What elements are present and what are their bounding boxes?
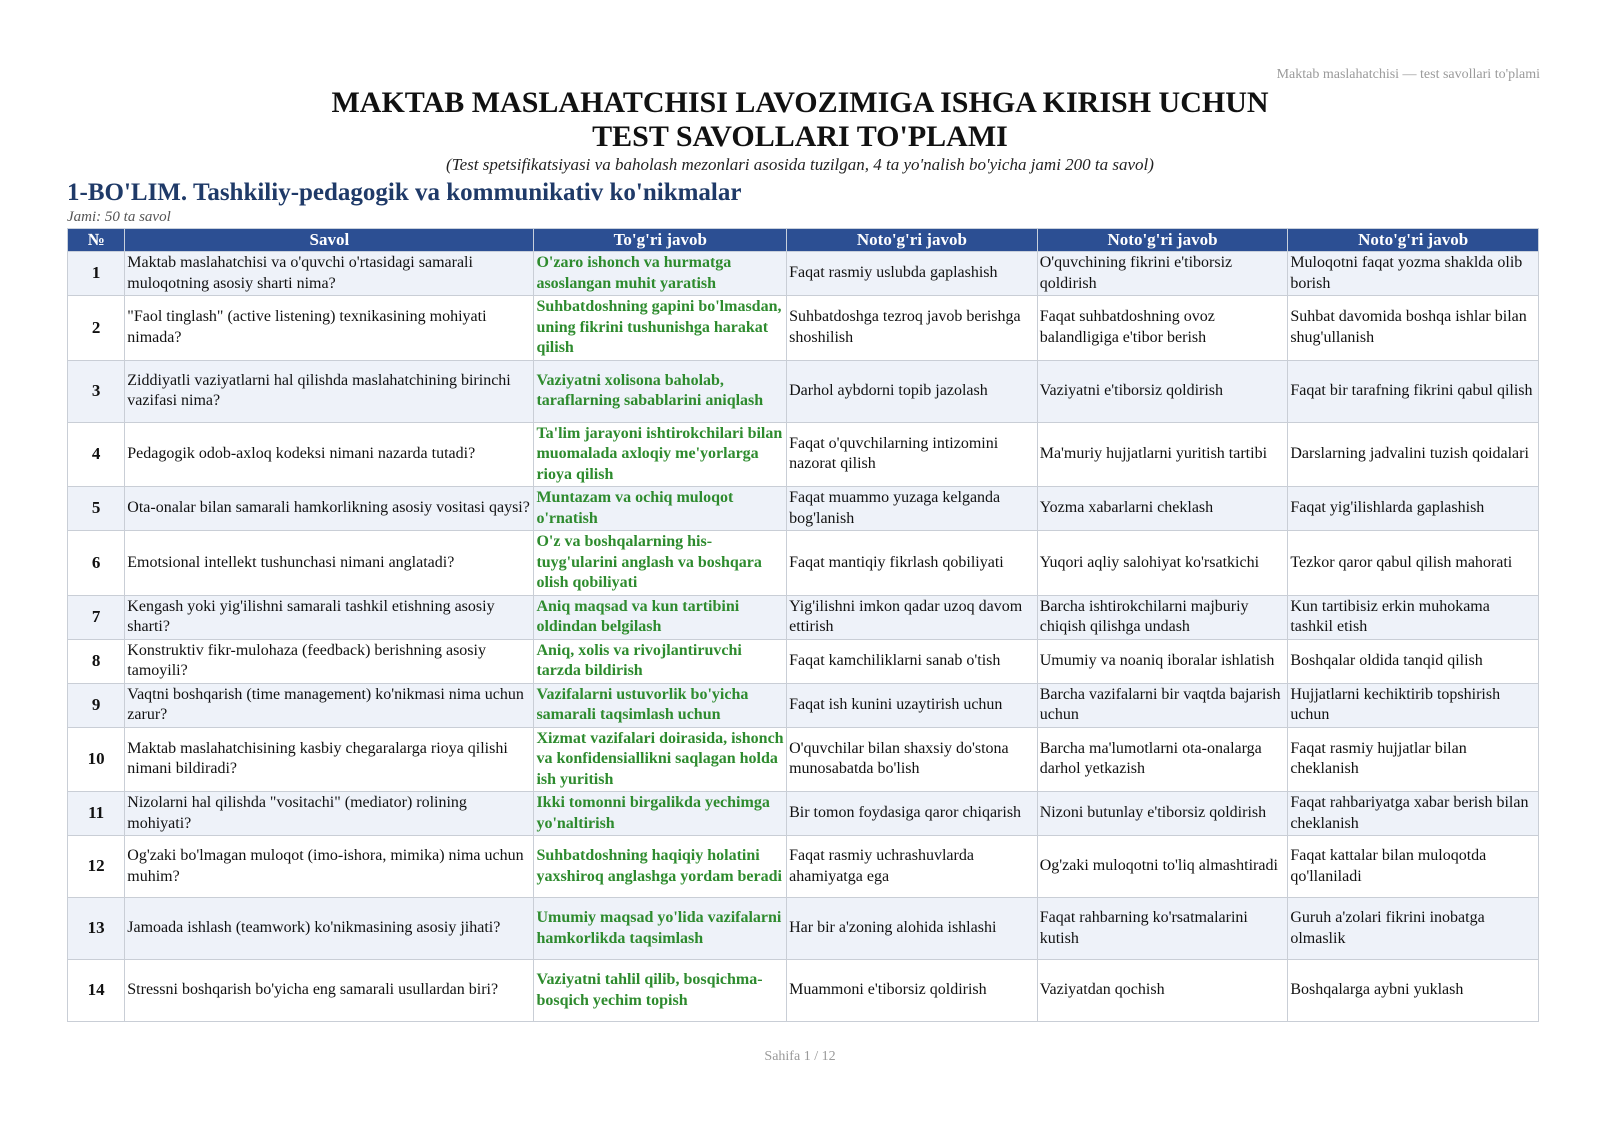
question-text: Stressni boshqarish bo'yicha eng samarali usullardan biri?: [125, 960, 534, 1022]
header-wrong-answer: Noto'g'ri javob: [1288, 229, 1539, 252]
header-wrong-answer: Noto'g'ri javob: [1037, 229, 1288, 252]
question-number: 11: [68, 792, 125, 836]
question-text: Nizolarni hal qilishda "vositachi" (mediator) rolining mohiyati?: [125, 792, 534, 836]
page-number: Sahifa 1 / 12: [764, 1049, 836, 1064]
correct-answer: Xizmat vazifalari doirasida, ishonch va konfidensiallikni saqlagan holda ish yuritish: [534, 727, 787, 792]
wrong-answer: Faqat yig'ilishlarda gaplashish: [1288, 487, 1539, 531]
wrong-answer: Darslarning jadvalini tuzish qoidalari: [1288, 422, 1539, 487]
correct-answer: Vaziyatni xolisona baholab, taraflarning sabablarini aniqlash: [534, 360, 787, 422]
wrong-answer: Faqat muammo yuzaga kelganda bog'lanish: [787, 487, 1038, 531]
table-row: [68, 487, 1539, 531]
question-number: 3: [68, 360, 125, 422]
document-title: [0, 86, 1600, 154]
table-row: [68, 360, 1539, 422]
table-row: [68, 296, 1539, 361]
question-number: 5: [68, 487, 125, 531]
wrong-answer: Faqat rahbariyatga xabar berish bilan cheklanish: [1288, 792, 1539, 836]
wrong-answer: Faqat mantiqiy fikrlash qobiliyati: [787, 531, 1038, 596]
wrong-answer: Vaziyatni e'tiborsiz qoldirish: [1037, 360, 1288, 422]
section-question-count: Jami: 50 ta savol: [67, 209, 171, 225]
table-row: [68, 252, 1539, 296]
table-row: [68, 639, 1539, 683]
correct-answer: Ikki tomonni birgalikda yechimga yo'naltirish: [534, 792, 787, 836]
wrong-answer: Barcha ishtirokchilarni majburiy chiqish qilishga undash: [1037, 595, 1288, 639]
wrong-answer: Vaziyatdan qochish: [1037, 960, 1288, 1022]
correct-answer: O'zaro ishonch va hurmatga asoslangan muhit yaratish: [534, 252, 787, 296]
correct-answer: Vaziyatni tahlil qilib, bosqichma-bosqich yechim topish: [534, 960, 787, 1022]
wrong-answer: Faqat kattalar bilan muloqotda qo'llaniladi: [1288, 836, 1539, 898]
document-subtitle: (Test spetsifikatsiyasi va baholash mezonlari asosida tuzilgan, 4 ta yo'nalish bo'yicha jami 200 ta savol): [446, 155, 1154, 174]
wrong-answer: Yig'ilishni imkon qadar uzoq davom ettirish: [787, 595, 1038, 639]
wrong-answer: Guruh a'zolari fikrini inobatga olmaslik: [1288, 898, 1539, 960]
wrong-answer: Hujjatlarni kechiktirib topshirish uchun: [1288, 683, 1539, 727]
wrong-answer: Faqat bir tarafning fikrini qabul qilish: [1288, 360, 1539, 422]
wrong-answer: Faqat ish kunini uzaytirish uchun: [787, 683, 1038, 727]
wrong-answer: Tezkor qaror qabul qilish mahorati: [1288, 531, 1539, 596]
question-text: "Faol tinglash" (active listening) texnikasining mohiyati nimada?: [125, 296, 534, 361]
wrong-answer: O'quvchining fikrini e'tiborsiz qoldirish: [1037, 252, 1288, 296]
correct-answer: O'z va boshqalarning his-tuyg'ularini anglash va boshqara olish qobiliyati: [534, 531, 787, 596]
wrong-answer: Faqat rahbarning ko'rsatmalarini kutish: [1037, 898, 1288, 960]
title-line-2: TEST SAVOLLARI TO'PLAMI: [592, 120, 1008, 153]
correct-answer: Muntazam va ochiq muloqot o'rnatish: [534, 487, 787, 531]
question-number: 1: [68, 252, 125, 296]
correct-answer: Suhbatdoshning haqiqiy holatini yaxshiroq anglashga yordam beradi: [534, 836, 787, 898]
correct-answer: Ta'lim jarayoni ishtirokchilari bilan muomalada axloqiy me'yorlarga rioya qilish: [534, 422, 787, 487]
wrong-answer: Yozma xabarlarni cheklash: [1037, 487, 1288, 531]
question-number: 7: [68, 595, 125, 639]
question-text: Kengash yoki yig'ilishni samarali tashkil etishning asosiy sharti?: [125, 595, 534, 639]
wrong-answer: Har bir a'zoning alohida ishlashi: [787, 898, 1038, 960]
table-row: [68, 683, 1539, 727]
title-line-1: MAKTAB MASLAHATCHISI LAVOZIMIGA ISHGA KIRISH UCHUN: [331, 86, 1269, 119]
question-number: 6: [68, 531, 125, 596]
wrong-answer: Muloqotni faqat yozma shaklda olib borish: [1288, 252, 1539, 296]
question-number: 13: [68, 898, 125, 960]
table-header-row: [68, 229, 1539, 252]
question-text: Maktab maslahatchisining kasbiy chegaralarga rioya qilishi nimani bildiradi?: [125, 727, 534, 792]
wrong-answer: Muammoni e'tiborsiz qoldirish: [787, 960, 1038, 1022]
correct-answer: Umumiy maqsad yo'lida vazifalarni hamkorlikda taqsimlash: [534, 898, 787, 960]
table-row: [68, 531, 1539, 596]
question-text: Konstruktiv fikr-mulohaza (feedback) berishning asosiy tamoyili?: [125, 639, 534, 683]
wrong-answer: Umumiy va noaniq iboralar ishlatish: [1037, 639, 1288, 683]
question-number: 12: [68, 836, 125, 898]
header-wrong-answer: Noto'g'ri javob: [787, 229, 1038, 252]
question-text: Emotsional intellekt tushunchasi nimani anglatadi?: [125, 531, 534, 596]
wrong-answer: Faqat o'quvchilarning intizomini nazorat qilish: [787, 422, 1038, 487]
table-row: [68, 836, 1539, 898]
wrong-answer: Boshqalar oldida tanqid qilish: [1288, 639, 1539, 683]
wrong-answer: Og'zaki muloqotni to'liq almashtiradi: [1037, 836, 1288, 898]
table-row: [68, 792, 1539, 836]
wrong-answer: Boshqalarga aybni yuklash: [1288, 960, 1539, 1022]
question-number: 8: [68, 639, 125, 683]
table-row: [68, 960, 1539, 1022]
table-row: [68, 422, 1539, 487]
question-number: 2: [68, 296, 125, 361]
question-text: Maktab maslahatchisi va o'quvchi o'rtasidagi samarali muloqotning asosiy sharti nima?: [125, 252, 534, 296]
running-header: Maktab maslahatchisi — test savollari to'plami: [1276, 67, 1540, 82]
questions-table: [67, 228, 1539, 1022]
wrong-answer: Bir tomon foydasiga qaror chiqarish: [787, 792, 1038, 836]
question-text: Ziddiyatli vaziyatlarni hal qilishda maslahatchining birinchi vazifasi nima?: [125, 360, 534, 422]
question-number: 9: [68, 683, 125, 727]
question-number: 10: [68, 727, 125, 792]
table-row: [68, 727, 1539, 792]
header-correct-answer: To'g'ri javob: [534, 229, 787, 252]
wrong-answer: Barcha ma'lumotlarni ota-onalarga darhol yetkazish: [1037, 727, 1288, 792]
section-title: 1-BO'LIM. Tashkiliy-pedagogik va kommunikativ ko'nikmalar: [67, 179, 742, 206]
table-row: [68, 898, 1539, 960]
correct-answer: Aniq, xolis va rivojlantiruvchi tarzda bildirish: [534, 639, 787, 683]
wrong-answer: Faqat rasmiy uslubda gaplashish: [787, 252, 1038, 296]
question-number: 14: [68, 960, 125, 1022]
wrong-answer: Kun tartibisiz erkin muhokama tashkil etish: [1288, 595, 1539, 639]
question-text: Jamoada ishlash (teamwork) ko'nikmasining asosiy jihati?: [125, 898, 534, 960]
header-number: №: [68, 229, 125, 252]
question-text: Og'zaki bo'lmagan muloqot (imo-ishora, mimika) nima uchun muhim?: [125, 836, 534, 898]
wrong-answer: Faqat suhbatdoshning ovoz balandligiga e'tibor berish: [1037, 296, 1288, 361]
table-row: [68, 595, 1539, 639]
correct-answer: Suhbatdoshning gapini bo'lmasdan, uning fikrini tushunishga harakat qilish: [534, 296, 787, 361]
wrong-answer: Faqat rasmiy hujjatlar bilan cheklanish: [1288, 727, 1539, 792]
wrong-answer: Faqat kamchiliklarni sanab o'tish: [787, 639, 1038, 683]
question-text: Pedagogik odob-axloq kodeksi nimani nazarda tutadi?: [125, 422, 534, 487]
wrong-answer: Barcha vazifalarni bir vaqtda bajarish uchun: [1037, 683, 1288, 727]
wrong-answer: Ma'muriy hujjatlarni yuritish tartibi: [1037, 422, 1288, 487]
correct-answer: Vazifalarni ustuvorlik bo'yicha samarali taqsimlash uchun: [534, 683, 787, 727]
correct-answer: Aniq maqsad va kun tartibini oldindan belgilash: [534, 595, 787, 639]
wrong-answer: O'quvchilar bilan shaxsiy do'stona munosabatda bo'lish: [787, 727, 1038, 792]
question-text: Vaqtni boshqarish (time management) ko'nikmasi nima uchun zarur?: [125, 683, 534, 727]
wrong-answer: Darhol aybdorni topib jazolash: [787, 360, 1038, 422]
wrong-answer: Nizoni butunlay e'tiborsiz qoldirish: [1037, 792, 1288, 836]
wrong-answer: Suhbat davomida boshqa ishlar bilan shug'ullanish: [1288, 296, 1539, 361]
question-text: Ota-onalar bilan samarali hamkorlikning asosiy vositasi qaysi?: [125, 487, 534, 531]
wrong-answer: Faqat rasmiy uchrashuvlarda ahamiyatga ega: [787, 836, 1038, 898]
header-question: Savol: [125, 229, 534, 252]
question-number: 4: [68, 422, 125, 487]
wrong-answer: Yuqori aqliy salohiyat ko'rsatkichi: [1037, 531, 1288, 596]
wrong-answer: Suhbatdoshga tezroq javob berishga shoshilish: [787, 296, 1038, 361]
